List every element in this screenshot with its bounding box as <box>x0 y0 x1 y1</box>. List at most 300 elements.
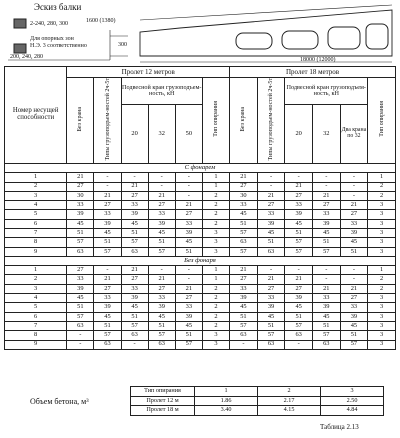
capacity-number: 8 <box>5 238 67 247</box>
table-cell: 33 <box>148 210 175 219</box>
table-cell: 57 <box>121 238 148 247</box>
table-cell: 39 <box>312 219 340 228</box>
table-cell: 63 <box>312 340 340 349</box>
table-cell: 39 <box>257 219 285 228</box>
load-20: 20 <box>121 105 148 164</box>
table-row <box>5 201 396 210</box>
table-cell: 33 <box>175 219 202 228</box>
table-cell: - <box>285 173 313 182</box>
table-cell: 51 <box>121 228 148 237</box>
table-cell: 45 <box>257 228 285 237</box>
table-cell: 21 <box>94 191 121 200</box>
table-cell: 2 <box>202 191 229 200</box>
table-cell: 1 <box>202 275 229 284</box>
capacity-number: 5 <box>5 303 67 312</box>
table-cell: 27 <box>67 182 94 191</box>
table-cell: - <box>148 266 175 275</box>
table-row <box>5 228 396 237</box>
table-cell: 1 <box>368 173 396 182</box>
table-cell: 45 <box>312 228 340 237</box>
table-cell: 45 <box>94 312 121 321</box>
table-cell: 3 <box>368 210 396 219</box>
table-cell: 3 <box>368 294 396 303</box>
type-support-header: Тип опирания <box>213 101 219 138</box>
load18-20: 20 <box>285 105 313 164</box>
table-cell: 39 <box>285 210 313 219</box>
table-cell: 3 <box>368 228 396 237</box>
section-without-lantern: Без фонаря <box>5 256 396 265</box>
table-cell: 39 <box>340 312 368 321</box>
table-cell: - <box>230 340 258 349</box>
table-cell: 2 <box>368 182 396 191</box>
sketch-note-1: Для опорных зон <box>30 36 74 42</box>
table-cell: 27 <box>285 191 313 200</box>
table-cell: 39 <box>175 228 202 237</box>
table-cell: 3 <box>368 303 396 312</box>
table-cell: - <box>340 173 368 182</box>
crane-free-header: Без крана <box>77 106 84 132</box>
sketch-title: Эскиз балки <box>34 2 82 12</box>
table-cell: 33 <box>121 284 148 293</box>
table-cell: 21 <box>230 266 258 275</box>
table-cell: 2 <box>202 284 229 293</box>
rows-without-lantern <box>5 266 396 350</box>
dim-side: 300 <box>118 42 127 48</box>
volume-table <box>130 386 384 416</box>
table-row <box>5 191 396 200</box>
table-cell: 51 <box>175 331 202 340</box>
table-cell: 33 <box>230 201 258 210</box>
table-cell: 45 <box>175 238 202 247</box>
table-cell: 39 <box>257 303 285 312</box>
load-32: 32 <box>148 105 175 164</box>
table-cell: 63 <box>257 340 285 349</box>
table-cell: 27 <box>285 284 313 293</box>
table-cell: 1 <box>202 173 229 182</box>
table-cell: 21 <box>67 173 94 182</box>
table-cell: 57 <box>257 331 285 340</box>
capacity-number: 3 <box>5 284 67 293</box>
table-cell: - <box>312 182 340 191</box>
table-cell: 51 <box>340 331 368 340</box>
table-cell: - <box>121 340 148 349</box>
span12-header: Пролет 12 метров <box>67 67 230 78</box>
table-cell: 57 <box>285 238 313 247</box>
table-cell: 39 <box>67 210 94 219</box>
table-cell: 2 <box>202 321 229 330</box>
table-cell: 21 <box>94 275 121 284</box>
table-cell: 63 <box>94 340 121 349</box>
table-cell: 39 <box>230 294 258 303</box>
table-cell: 27 <box>340 294 368 303</box>
table-row <box>5 340 396 349</box>
beam-opening <box>282 31 318 49</box>
table-cell: 3 <box>202 238 229 247</box>
table-cell: - <box>340 266 368 275</box>
table-row <box>5 294 396 303</box>
table-cell: 30 <box>230 191 258 200</box>
table-cell: 45 <box>340 321 368 330</box>
table-cell: 39 <box>94 219 121 228</box>
table-cell: 51 <box>67 228 94 237</box>
table-cell: 3 <box>368 238 396 247</box>
table-cell: 27 <box>312 201 340 210</box>
table-cell: 57 <box>230 321 258 330</box>
table-cell: 21 <box>121 266 148 275</box>
table-caption: Таблица 2.13 <box>320 423 359 431</box>
crane-load-header-18: Подвесной кран грузоподъем-ность, кН <box>285 78 368 105</box>
table-cell: 39 <box>148 303 175 312</box>
capacity-number: 2 <box>5 182 67 191</box>
table-cell: 21 <box>148 275 175 284</box>
table-cell: 3 <box>202 247 229 256</box>
table-cell: 3 <box>368 219 396 228</box>
table-cell: 39 <box>148 219 175 228</box>
table-cell: 2 <box>202 294 229 303</box>
table-cell: 2 <box>202 312 229 321</box>
table-cell: - <box>340 191 368 200</box>
capacity-number: 7 <box>5 228 67 237</box>
table-cell: 27 <box>230 275 258 284</box>
table-cell: 45 <box>67 219 94 228</box>
type-3: 3 <box>321 387 384 397</box>
dim-length: 18000 (12000) <box>300 57 336 63</box>
table-cell: 21 <box>340 284 368 293</box>
table-cell: 63 <box>230 331 258 340</box>
table-cell: 63 <box>67 321 94 330</box>
beam-opening <box>236 33 272 49</box>
table-cell: 1 <box>368 266 396 275</box>
table-row <box>5 173 396 182</box>
type-1: 1 <box>195 387 258 397</box>
table-cell: 33 <box>312 210 340 219</box>
table-cell: 21 <box>312 284 340 293</box>
table-cell: 45 <box>285 219 313 228</box>
table-cell: 21 <box>175 284 202 293</box>
crane-load-header: Подвесной кран грузоподъем-ность, кН <box>121 78 202 105</box>
table-cell: 27 <box>121 275 148 284</box>
table-cell: 3 <box>368 331 396 340</box>
table-row <box>5 303 396 312</box>
table-cell: 51 <box>230 219 258 228</box>
table-cell: 21 <box>230 173 258 182</box>
capacity-number: 9 <box>5 340 67 349</box>
crane-group-header-18: Типы грузоподъем-ностей 2ч-5т <box>268 78 275 161</box>
table-cell: 3 <box>202 340 229 349</box>
table-cell: 27 <box>94 201 121 210</box>
table-cell: 33 <box>94 210 121 219</box>
crane-free-header-18: Без крана <box>240 106 247 132</box>
table-cell: - <box>257 173 285 182</box>
capacity-number: 5 <box>5 210 67 219</box>
table-cell: 30 <box>67 191 94 200</box>
table-cell: 51 <box>257 321 285 330</box>
table-cell: 27 <box>175 294 202 303</box>
table-cell: 3 <box>368 201 396 210</box>
table-cell: 3 <box>202 228 229 237</box>
table-cell: 27 <box>257 201 285 210</box>
load18-double: Два крана по 32 <box>340 105 368 164</box>
dim-bottom-left: 200, 240, 280 <box>10 54 43 60</box>
table-cell: 51 <box>121 312 148 321</box>
vol-12-1: 1.86 <box>195 396 258 406</box>
table-cell: 39 <box>312 303 340 312</box>
table-cell: 57 <box>230 247 258 256</box>
table-cell: 33 <box>257 294 285 303</box>
table-cell: 1 <box>202 266 229 275</box>
table-cell: 2 <box>202 219 229 228</box>
span18-header: Пролет 18 метров <box>230 67 396 78</box>
table-cell: 33 <box>257 210 285 219</box>
table-cell: 51 <box>257 238 285 247</box>
rows-with-lantern <box>5 173 396 257</box>
table-cell: 51 <box>148 321 175 330</box>
table-cell: 45 <box>121 219 148 228</box>
table-cell: 33 <box>285 201 313 210</box>
table-cell: 39 <box>94 303 121 312</box>
capacity-number: 9 <box>5 247 67 256</box>
table-cell: 63 <box>67 247 94 256</box>
table-cell: 45 <box>175 321 202 330</box>
table-cell: 57 <box>148 247 175 256</box>
capacity-number: 6 <box>5 312 67 321</box>
table-cell: 2 <box>202 201 229 210</box>
table-cell: 33 <box>121 201 148 210</box>
span18-label: Пролет 18 м <box>131 406 195 416</box>
col-capacity-header: Номер несущей способности <box>5 67 67 164</box>
table-cell: 21 <box>257 191 285 200</box>
table-cell: 51 <box>94 321 121 330</box>
table-cell: 57 <box>67 238 94 247</box>
table-cell: 39 <box>67 284 94 293</box>
table-row <box>5 275 396 284</box>
table-cell: 3 <box>368 247 396 256</box>
sketch-note-2: Н.Э. 3 соответственно <box>30 43 87 49</box>
table-cell: - <box>67 331 94 340</box>
table-cell: 45 <box>257 312 285 321</box>
table-cell: 51 <box>94 238 121 247</box>
table-cell: - <box>175 275 202 284</box>
table-cell: 45 <box>312 312 340 321</box>
table-cell: 45 <box>67 294 94 303</box>
section-box-top <box>14 19 26 28</box>
capacity-number: 2 <box>5 275 67 284</box>
table-cell: 33 <box>340 303 368 312</box>
table-cell: 27 <box>230 182 258 191</box>
table-cell: 45 <box>148 228 175 237</box>
table-cell: 57 <box>285 247 313 256</box>
table-cell: 51 <box>285 312 313 321</box>
capacity-number: 4 <box>5 294 67 303</box>
table-row <box>5 219 396 228</box>
table-cell: 57 <box>121 321 148 330</box>
table-cell: 33 <box>67 275 94 284</box>
table-cell: 33 <box>148 294 175 303</box>
table-cell: - <box>257 182 285 191</box>
capacity-number: 7 <box>5 321 67 330</box>
table-cell: 2 <box>368 275 396 284</box>
span12-label: Пролет 12 м <box>131 396 195 406</box>
table-cell: 27 <box>94 284 121 293</box>
table-cell: - <box>175 173 202 182</box>
table-cell: 33 <box>94 294 121 303</box>
table-cell: 27 <box>175 210 202 219</box>
table-row <box>5 210 396 219</box>
table-cell: 33 <box>340 219 368 228</box>
type-2: 2 <box>258 387 321 397</box>
table-cell: 2 <box>202 210 229 219</box>
dim-top-left: 2-240, 280, 300 <box>30 21 68 27</box>
type-label: Тип опирания <box>131 387 195 397</box>
table-cell: - <box>312 275 340 284</box>
table-cell: 27 <box>340 210 368 219</box>
vol-18-1: 3.40 <box>195 406 258 416</box>
table-cell: 21 <box>340 201 368 210</box>
table-cell: 57 <box>94 331 121 340</box>
table-cell: 21 <box>285 182 313 191</box>
table-cell: 51 <box>67 303 94 312</box>
table-cell: 3 <box>368 321 396 330</box>
table-row <box>5 266 396 275</box>
load-table <box>4 66 396 350</box>
table-cell: - <box>94 173 121 182</box>
table-cell: - <box>121 173 148 182</box>
table-cell: 45 <box>230 303 258 312</box>
table-cell: 63 <box>121 331 148 340</box>
table-cell: - <box>67 340 94 349</box>
vol-12-2: 2.17 <box>258 396 321 406</box>
table-cell: 63 <box>257 247 285 256</box>
table-cell: 57 <box>285 321 313 330</box>
table-cell: 57 <box>312 331 340 340</box>
type-support-header-18: Тип опирания <box>378 101 385 138</box>
table-cell: 45 <box>148 312 175 321</box>
table-cell: 3 <box>368 340 396 349</box>
table-cell: 33 <box>312 294 340 303</box>
vol-18-2: 4.15 <box>258 406 321 416</box>
table-cell: 39 <box>121 210 148 219</box>
table-row <box>5 182 396 191</box>
table-cell: 57 <box>67 312 94 321</box>
table-cell: - <box>175 182 202 191</box>
capacity-number: 1 <box>5 173 67 182</box>
table-cell: 21 <box>257 275 285 284</box>
table-cell: 39 <box>285 294 313 303</box>
load18-32: 32 <box>312 105 340 164</box>
table-cell: 21 <box>312 191 340 200</box>
capacity-number: 6 <box>5 219 67 228</box>
capacity-number: 3 <box>5 191 67 200</box>
table-cell: 3 <box>202 331 229 340</box>
table-cell: 57 <box>340 340 368 349</box>
table-cell: - <box>340 182 368 191</box>
table-cell: 63 <box>285 331 313 340</box>
table-cell: 57 <box>175 340 202 349</box>
table-cell: 57 <box>312 247 340 256</box>
table-cell: 21 <box>175 201 202 210</box>
table-cell: - <box>340 275 368 284</box>
table-cell: 21 <box>148 191 175 200</box>
load-50: 50 <box>175 105 202 164</box>
table-cell: - <box>175 191 202 200</box>
table-cell: 27 <box>67 266 94 275</box>
table-cell: 2 <box>368 191 396 200</box>
volume-label: Объем бетона, м³ <box>30 397 89 406</box>
vol-12-3: 2.50 <box>321 396 384 406</box>
capacity-number: 8 <box>5 331 67 340</box>
table-cell: 21 <box>121 182 148 191</box>
dim-top-right: 1600 (1380) <box>86 18 116 24</box>
table-row <box>5 284 396 293</box>
table-cell: - <box>175 266 202 275</box>
table-cell: - <box>285 340 313 349</box>
capacity-number: 4 <box>5 201 67 210</box>
table-cell: 3 <box>368 312 396 321</box>
table-cell: - <box>94 266 121 275</box>
table-cell: 45 <box>94 228 121 237</box>
table-cell: 27 <box>148 284 175 293</box>
table-cell: 57 <box>148 331 175 340</box>
table-cell: 51 <box>285 228 313 237</box>
table-cell: - <box>257 266 285 275</box>
table-row <box>5 238 396 247</box>
section-box-bottom <box>14 44 26 53</box>
table-cell: 51 <box>312 238 340 247</box>
table-cell: 27 <box>257 284 285 293</box>
table-cell: - <box>285 266 313 275</box>
table-cell: - <box>148 182 175 191</box>
vol-18-3: 4.84 <box>321 406 384 416</box>
beam-opening <box>366 24 388 49</box>
table-cell: 1 <box>202 182 229 191</box>
table-cell: 63 <box>148 340 175 349</box>
table-cell: 21 <box>285 275 313 284</box>
table-cell: 45 <box>340 238 368 247</box>
capacity-number: 1 <box>5 266 67 275</box>
table-row <box>5 312 396 321</box>
table-cell: 45 <box>230 210 258 219</box>
table-cell: 51 <box>230 312 258 321</box>
table-cell: 45 <box>121 303 148 312</box>
table-row <box>5 321 396 330</box>
table-cell: - <box>94 182 121 191</box>
table-cell: 39 <box>175 312 202 321</box>
table-cell: 39 <box>121 294 148 303</box>
table-cell: - <box>312 173 340 182</box>
beam-opening <box>328 27 360 49</box>
table-cell: 51 <box>312 321 340 330</box>
table-cell: 33 <box>230 284 258 293</box>
table-cell: 27 <box>121 191 148 200</box>
table-cell: 63 <box>230 238 258 247</box>
table-cell: 33 <box>175 303 202 312</box>
table-cell: - <box>312 266 340 275</box>
table-row <box>5 247 396 256</box>
table-cell: - <box>148 173 175 182</box>
crane-group-header: Типы грузоподъем-ностей 2ч-5т <box>104 78 111 161</box>
table-cell: 45 <box>285 303 313 312</box>
table-row <box>5 331 396 340</box>
table-cell: 51 <box>148 238 175 247</box>
section-with-lantern: С фонарем <box>5 163 396 172</box>
table-cell: 2 <box>368 284 396 293</box>
table-cell: 63 <box>121 247 148 256</box>
table-cell: 39 <box>340 228 368 237</box>
table-cell: 33 <box>67 201 94 210</box>
table-cell: 57 <box>94 247 121 256</box>
table-cell: 2 <box>202 303 229 312</box>
table-cell: 27 <box>148 201 175 210</box>
